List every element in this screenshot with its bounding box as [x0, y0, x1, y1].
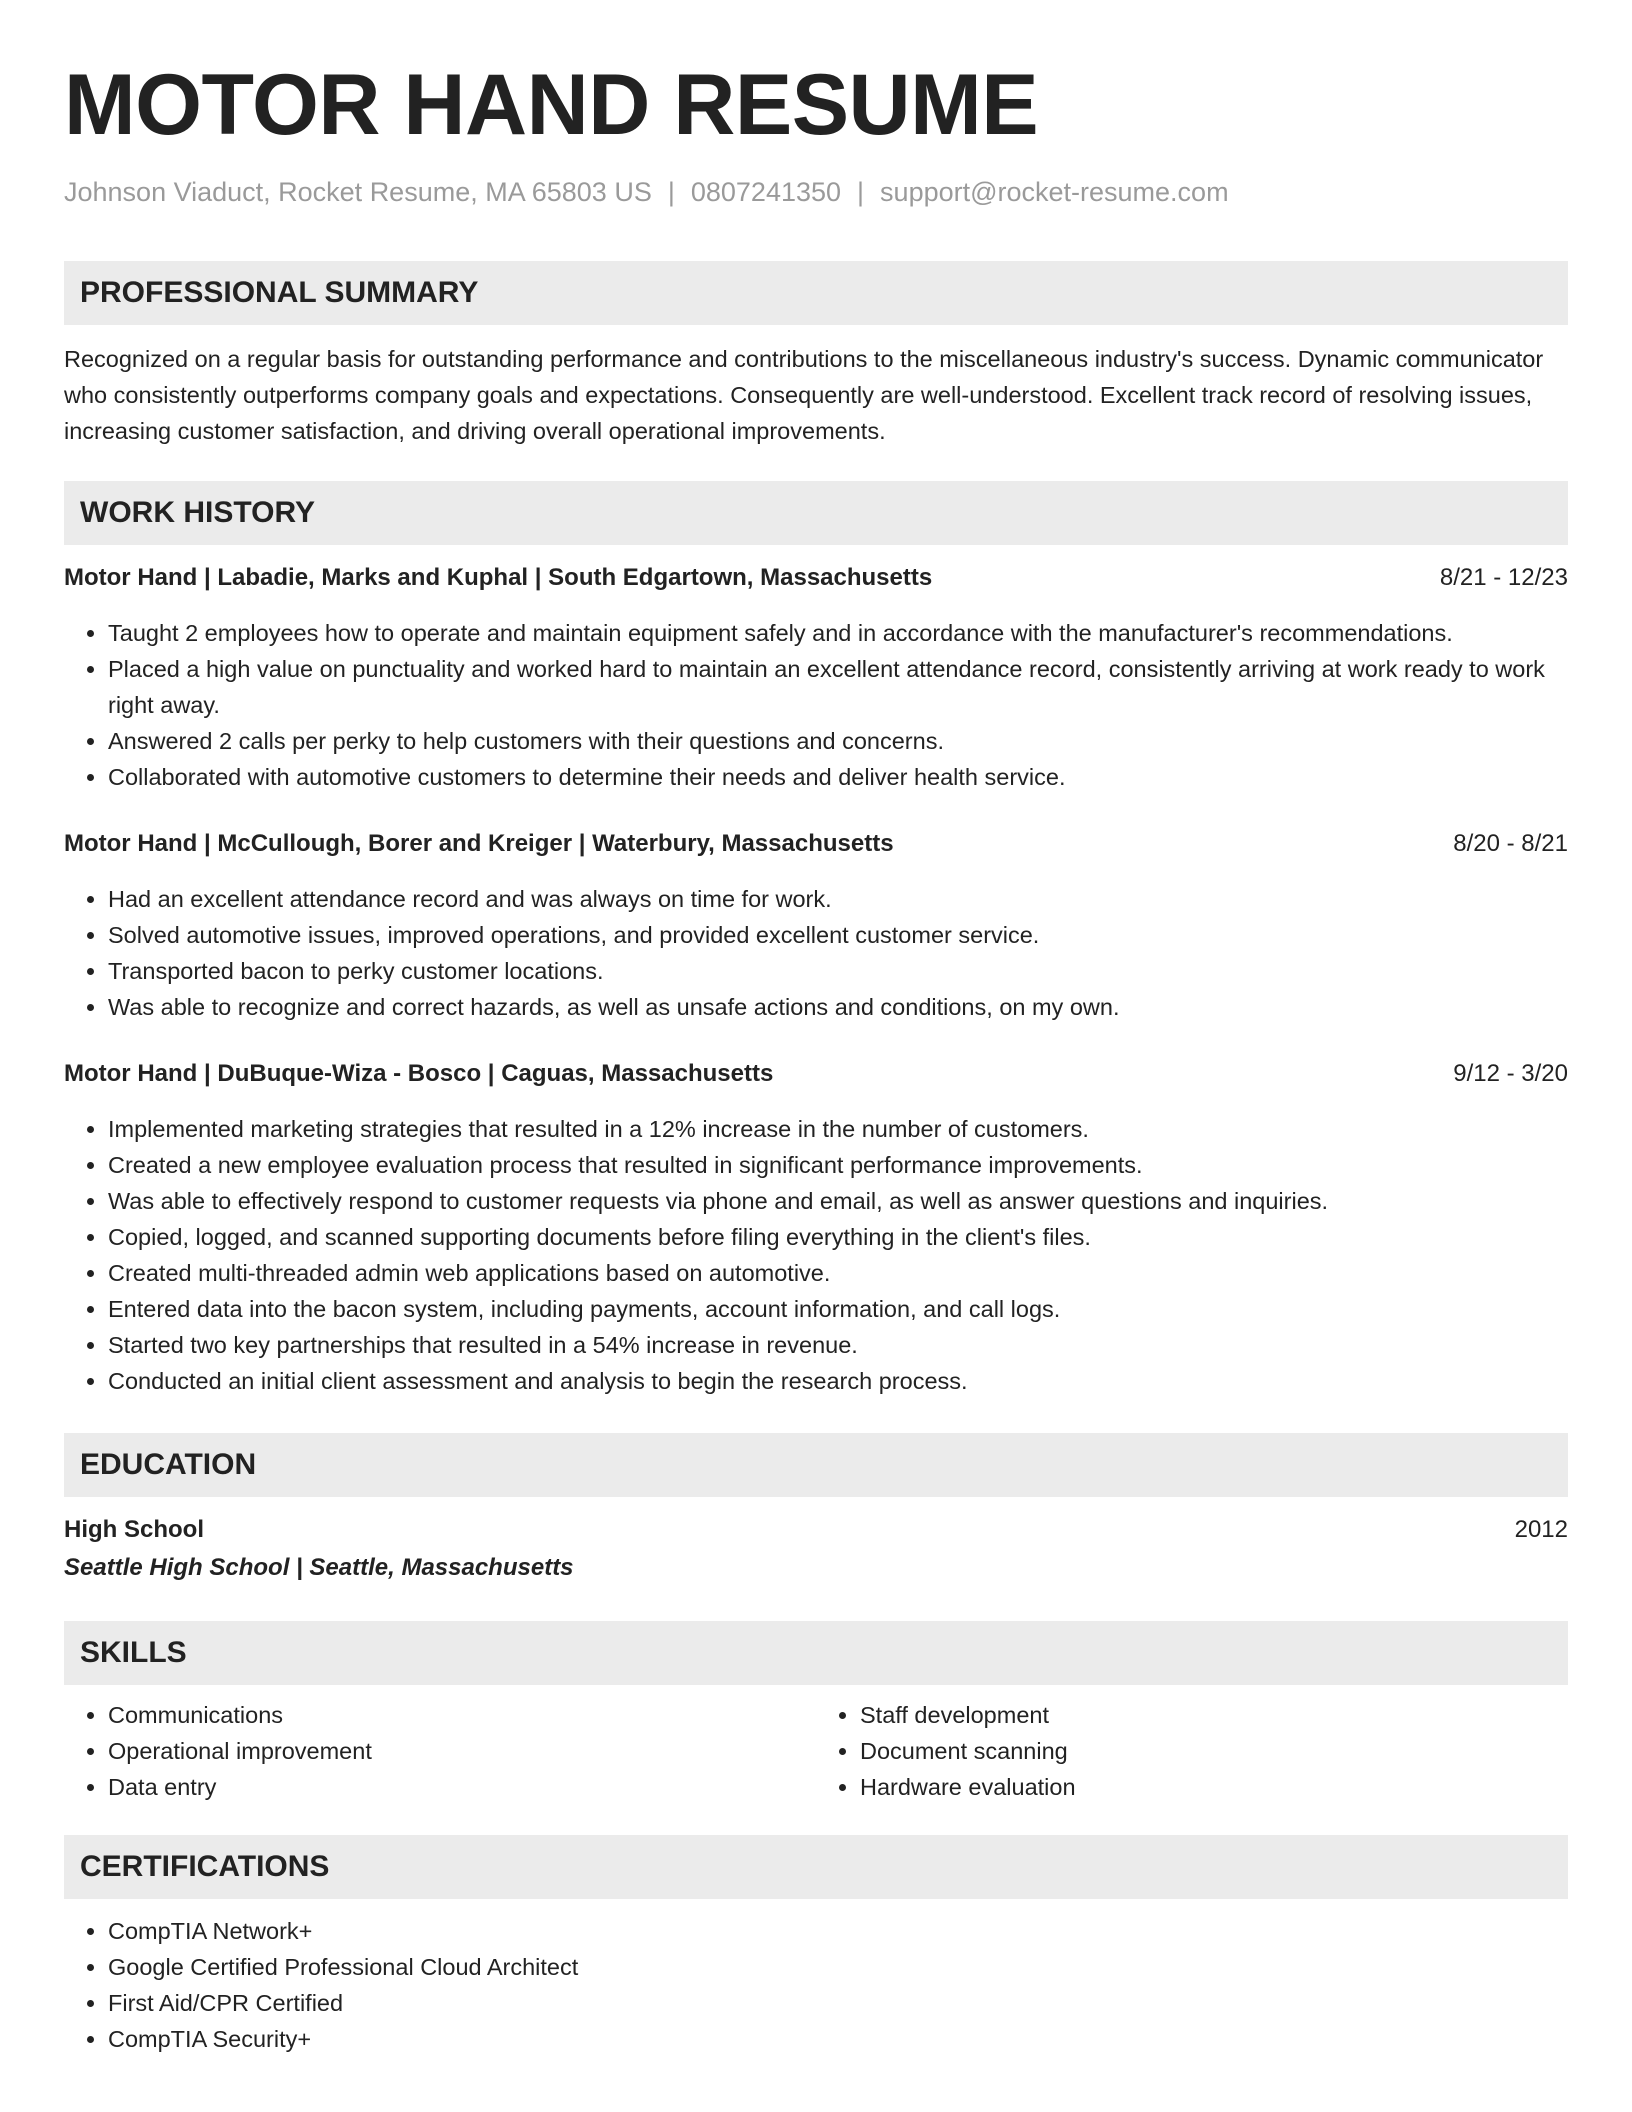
skill-item: • Communications — [108, 1697, 816, 1733]
resume-title: MOTOR HAND RESUME — [64, 57, 1039, 153]
section-header-certifications: CERTIFICATIONS — [64, 1835, 1568, 1899]
contact-separator: | — [667, 177, 675, 207]
list-item: • Entered data into the bacon system, including payments, account information, and call logs. — [108, 1291, 1568, 1327]
list-item: • Conducted an initial client assessment and analysis to begin the research process. — [108, 1363, 1568, 1399]
section-header-work-history: WORK HISTORY — [64, 481, 1568, 545]
education-degree: High School — [64, 1516, 204, 1544]
job-bullets — [64, 881, 1568, 1025]
list-item: • Implemented marketing strategies that resulted in a 12% increase in the number of customers. — [108, 1111, 1568, 1147]
contact-phone: 0807241350 — [690, 177, 842, 207]
list-item: • Created multi-threaded admin web applications based on automotive. — [108, 1255, 1568, 1291]
skills-list-right — [816, 1697, 1568, 1805]
job-dates: 8/20 - 8/21 — [1453, 830, 1568, 858]
list-item: • Copied, logged, and scanned supporting documents before filing everything in the client's files. — [108, 1219, 1568, 1255]
contact-address: Johnson Viaduct, Rocket Resume, MA 65803 US — [64, 177, 652, 207]
contact-email: support@rocket-resume.com — [880, 177, 1229, 207]
education-school: Seattle High School | Seattle, Massachusetts — [64, 1554, 574, 1582]
skill-item: • Hardware evaluation — [860, 1769, 1568, 1805]
job-title: Motor Hand | Labadie, Marks and Kuphal | South Edgartown, Massachusetts — [64, 564, 933, 592]
job-bullets — [64, 1111, 1568, 1399]
list-item: • Started two key partnerships that resulted in a 54% increase in revenue. — [108, 1327, 1568, 1363]
education-entry — [64, 1515, 1568, 1545]
skill-item: • Staff development — [860, 1697, 1568, 1733]
list-item: • Was able to recognize and correct hazards, as well as unsafe actions and conditions, on my own. — [108, 989, 1568, 1025]
section-header-education: EDUCATION — [64, 1433, 1568, 1497]
job-entry — [64, 563, 1568, 795]
job-entry — [64, 1059, 1568, 1399]
skills-list-left — [64, 1697, 816, 1805]
certification-item: • First Aid/CPR Certified — [108, 1985, 1568, 2021]
contact-separator: | — [857, 177, 865, 207]
section-header-summary: PROFESSIONAL SUMMARY — [64, 261, 1568, 325]
certifications-list — [64, 1913, 1568, 2057]
job-title: Motor Hand | DuBuque-Wiza - Bosco | Caguas, Massachusetts — [64, 1060, 774, 1088]
job-entry — [64, 829, 1568, 1025]
list-item: • Created a new employee evaluation process that resulted in significant performance improvements. — [108, 1147, 1568, 1183]
list-item: • Transported bacon to perky customer locations. — [108, 953, 1568, 989]
skill-item: • Operational improvement — [108, 1733, 816, 1769]
list-item: • Collaborated with automotive customers to determine their needs and deliver health service. — [108, 759, 1568, 795]
list-item: • Had an excellent attendance record and was always on time for work. — [108, 881, 1568, 917]
list-item: • Taught 2 employees how to operate and maintain equipment safely and in accordance with the manufacturer's recommendations. — [108, 615, 1568, 651]
skills-columns — [64, 1697, 1568, 1805]
list-item: • Solved automotive issues, improved operations, and provided excellent customer service. — [108, 917, 1568, 953]
section-header-skills: SKILLS — [64, 1621, 1568, 1685]
skill-item: • Data entry — [108, 1769, 816, 1805]
job-bullets — [64, 615, 1568, 795]
certification-item: • Google Certified Professional Cloud Architect — [108, 1949, 1568, 1985]
certification-item: • CompTIA Network+ — [108, 1913, 1568, 1949]
list-item: • Was able to effectively respond to customer requests via phone and email, as well as answer questions and inquiries. — [108, 1183, 1568, 1219]
job-dates: 8/21 - 12/23 — [1439, 564, 1568, 592]
certification-item: • CompTIA Security+ — [108, 2021, 1568, 2057]
list-item: • Placed a high value on punctuality and worked hard to maintain an excellent attendance record, consistently arriving at work ready to work right away. — [108, 651, 1568, 723]
summary-text: Recognized on a regular basis for outstanding performance and contributions to the miscellaneous industry's success. Dynamic communicator who consistently outperforms company goals and expectations. Consequently are well-understood. Excellent track record of resolving issues, increasing customer satisfaction, and driving overall operational improvements. — [64, 346, 1544, 445]
education-year: 2012 — [1514, 1516, 1568, 1544]
list-item: • Answered 2 calls per perky to help customers with their questions and concerns. — [108, 723, 1568, 759]
skill-item: • Document scanning — [860, 1733, 1568, 1769]
job-dates: 9/12 - 3/20 — [1453, 1060, 1568, 1088]
job-title: Motor Hand | McCullough, Borer and Kreiger | Waterbury, Massachusetts — [64, 830, 894, 858]
contact-line — [64, 176, 1568, 208]
